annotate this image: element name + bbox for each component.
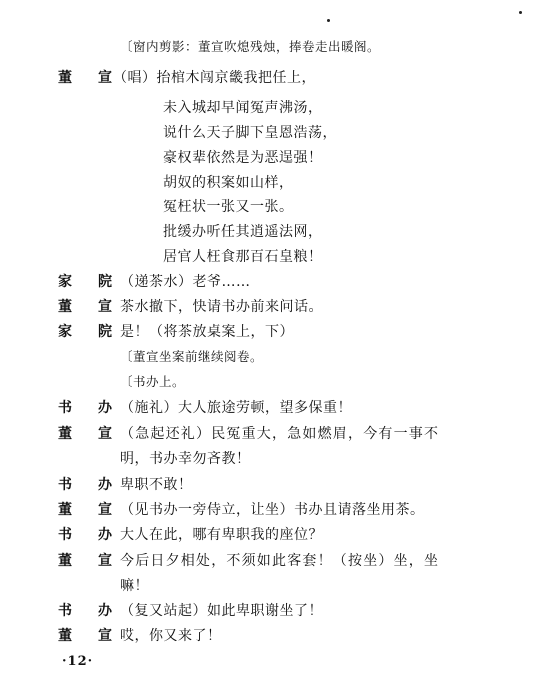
- speaker-label: 董 宣: [58, 502, 118, 518]
- dialogue-text: 卑职不敢！: [120, 477, 193, 493]
- verse-line: 豪权辈依然是为恶逞强！: [163, 150, 323, 166]
- speaker-label: 书 办: [58, 603, 118, 619]
- dialogue-text: （见书办一旁侍立，让坐）书办且请落坐用茶。: [120, 502, 425, 518]
- speaker-label: 董 宣: [58, 299, 118, 315]
- speck-mark: [327, 19, 330, 22]
- dialogue-text: 嘛！: [120, 578, 149, 594]
- speaker-label: 家 院: [58, 324, 118, 340]
- verse-line: 胡奴的积案如山样，: [163, 175, 294, 191]
- verse-line: 说什么天子脚下皇恩浩荡，: [163, 125, 337, 141]
- stage-direction: 〔窗内剪影：董宣吹熄残烛，捧卷走出暖阁。: [120, 39, 381, 54]
- page-number: [62, 654, 93, 669]
- stage-direction: 〔董宣坐案前继续阅卷。: [120, 349, 264, 364]
- dialogue-text: （递茶水）老爷……: [120, 274, 251, 290]
- speaker-label: 董 宣: [58, 553, 118, 569]
- page-number-value: 12: [67, 654, 88, 669]
- speaker-label: 家 院: [58, 274, 118, 290]
- dialogue-text: 茶水撤下，快请书办前来问话。: [120, 299, 323, 315]
- dialogue-text: 大人在此，哪有卑职我的座位？: [120, 527, 323, 543]
- dialogue-text: （唱）抬棺木闯京畿我把任上，: [113, 70, 316, 86]
- page-number-mark-right: ·: [87, 654, 94, 669]
- verse-line: 未入城却早闻冤声沸汤，: [163, 100, 323, 116]
- verse-line: 居官人枉食那百石皇粮！: [163, 249, 323, 265]
- dialogue-text: 明，书办幸勿吝教！: [120, 451, 251, 467]
- stage-direction: 〔书办上。: [120, 374, 186, 389]
- verse-line: 批缓办听任其逍遥法网，: [163, 224, 323, 240]
- dialogue-text: （复又站起）如此卑职谢坐了！: [120, 603, 323, 619]
- speaker-label: 书 办: [58, 477, 118, 493]
- dialogue-text: （施礼）大人旅途劳顿，望多保重！: [120, 400, 352, 416]
- page-number-mark-left: ·: [62, 654, 68, 669]
- verse-line: 冤枉状一张又一张。: [163, 199, 294, 215]
- speaker-label: 书 办: [58, 527, 118, 543]
- dialogue-text: 今后日夕相处，不须如此客套！（按坐）坐，坐: [120, 553, 440, 569]
- speaker-label: 书 办: [58, 400, 118, 416]
- speaker-label: 董 宣: [58, 628, 118, 644]
- dialogue-text: 是！（将茶放桌案上，下）: [120, 324, 294, 340]
- speaker-label: 董 宣: [58, 70, 118, 86]
- dialogue-text: 哎，你又来了！: [120, 628, 222, 644]
- speck-mark: [519, 11, 522, 14]
- dialogue-text: （急起还礼）民冤重大，急如燃眉，今有一事不: [120, 426, 440, 442]
- speaker-label: 董 宣: [58, 426, 118, 442]
